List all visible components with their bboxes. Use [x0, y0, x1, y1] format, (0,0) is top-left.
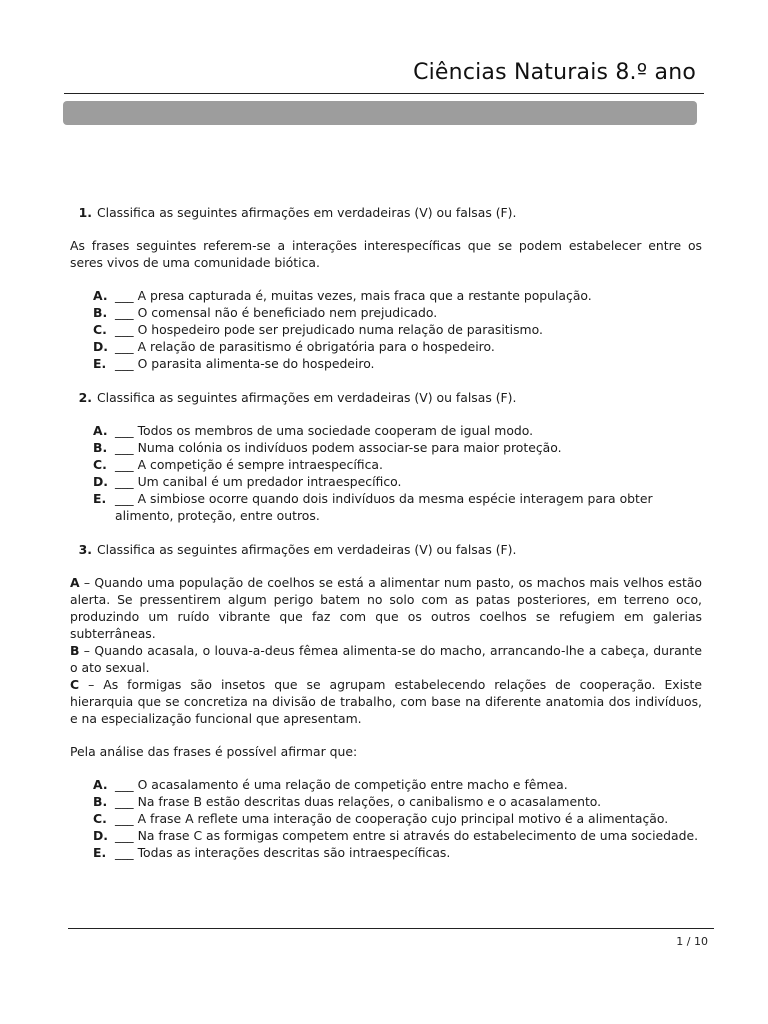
- question-3-lead: Pela análise das frases é possível afirmar que:: [70, 744, 358, 759]
- item-letter: D.: [93, 828, 108, 843]
- item-text: A simbiose ocorre quando dois indivíduos da mesma espécie interagem para obter alimento, proteção, entre outros.: [115, 491, 653, 523]
- question-number: 3.: [78, 542, 92, 557]
- item-letter: B.: [93, 305, 108, 320]
- answer-blank[interactable]: ___: [115, 356, 134, 371]
- passage-label: C: [70, 677, 80, 692]
- item-text: O acasalamento é uma relação de competição entre macho e fêmea.: [137, 777, 568, 792]
- answer-blank[interactable]: ___: [115, 491, 134, 506]
- item-letter: E.: [93, 491, 107, 506]
- item-letter: D.: [93, 474, 108, 489]
- list-item: [93, 473, 702, 490]
- question-3-items: [70, 776, 702, 861]
- list-item: [93, 793, 702, 810]
- item-letter: E.: [93, 356, 107, 371]
- question-prompt: Classifica as seguintes afirmações em verdadeiras (V) ou falsas (F).: [97, 542, 517, 557]
- item-text: Na frase B estão descritas duas relações, o canibalismo e o acasalamento.: [137, 794, 602, 809]
- passage-b: [70, 642, 702, 676]
- question-prompt: Classifica as seguintes afirmações em verdadeiras (V) ou falsas (F).: [97, 205, 517, 220]
- passage-text: – Quando acasala, o louva-a-deus fêmea alimenta-se do macho, arrancando-lhe a cabeça, durante o ato sexual.: [70, 643, 702, 675]
- question-3-passages: [70, 574, 702, 727]
- question-1-intro: As frases seguintes referem-se a interações interespecíficas que se podem estabelecer entre os seres vivos de uma comunidade biótica.: [70, 238, 702, 270]
- item-letter: E.: [93, 845, 107, 860]
- passage-c: [70, 676, 702, 727]
- footer-divider: [68, 928, 714, 929]
- answer-blank[interactable]: ___: [115, 339, 134, 354]
- list-item: [93, 844, 702, 861]
- item-letter: A.: [93, 288, 108, 303]
- answer-blank[interactable]: ___: [115, 457, 134, 472]
- answer-blank[interactable]: ___: [115, 811, 134, 826]
- header-bar: [63, 101, 697, 125]
- answer-blank[interactable]: ___: [115, 828, 134, 843]
- answer-blank[interactable]: ___: [115, 423, 134, 438]
- page-number: 1 / 10: [676, 935, 708, 948]
- item-text: Todas as interações descritas são intraespecíficas.: [137, 845, 451, 860]
- question-2-items: [70, 422, 702, 524]
- item-letter: B.: [93, 440, 108, 455]
- item-text: O comensal não é beneficiado nem prejudicado.: [137, 305, 438, 320]
- question-1-header: [70, 204, 702, 221]
- item-text: A presa capturada é, muitas vezes, mais fraca que a restante população.: [137, 288, 592, 303]
- item-letter: C.: [93, 322, 107, 337]
- list-item: [93, 490, 702, 524]
- document-content: [70, 204, 702, 878]
- answer-blank[interactable]: ___: [115, 777, 134, 792]
- passage-label: B: [70, 643, 80, 658]
- item-letter: B.: [93, 794, 108, 809]
- list-item: [93, 321, 702, 338]
- list-item: [93, 304, 702, 321]
- list-item: [93, 355, 702, 372]
- answer-blank[interactable]: ___: [115, 474, 134, 489]
- item-letter: A.: [93, 423, 108, 438]
- answer-blank[interactable]: ___: [115, 440, 134, 455]
- question-prompt: Classifica as seguintes afirmações em verdadeiras (V) ou falsas (F).: [97, 390, 517, 405]
- item-text: A frase A reflete uma interação de cooperação cujo principal motivo é a alimentação.: [137, 811, 669, 826]
- list-item: [93, 456, 702, 473]
- answer-blank[interactable]: ___: [115, 322, 134, 337]
- item-letter: D.: [93, 339, 108, 354]
- question-number: 2.: [78, 390, 92, 405]
- list-item: [93, 338, 702, 355]
- item-letter: C.: [93, 457, 107, 472]
- question-3-header: [70, 541, 702, 558]
- list-item: [93, 810, 702, 827]
- item-text: O parasita alimenta-se do hospedeiro.: [137, 356, 375, 371]
- document-title: Ciências Naturais 8.º ano: [413, 60, 696, 85]
- answer-blank[interactable]: ___: [115, 794, 134, 809]
- item-letter: C.: [93, 811, 107, 826]
- question-1-items: [70, 287, 702, 372]
- list-item: [93, 827, 702, 844]
- item-text: A relação de parasitismo é obrigatória para o hospedeiro.: [137, 339, 495, 354]
- question-number: 1.: [78, 205, 92, 220]
- item-text: A competição é sempre intraespecífica.: [137, 457, 383, 472]
- passage-text: – As formigas são insetos que se agrupam estabelecendo relações de cooperação. Existe hierarquia que se concretiza na divisão de trabalho, com base na diferente anatomia dos indivíduos, e na especialização funcional que apresentam.: [70, 677, 702, 726]
- list-item: [93, 439, 702, 456]
- item-text: Todos os membros de uma sociedade cooperam de igual modo.: [137, 423, 534, 438]
- list-item: [93, 776, 702, 793]
- passage-label: A: [70, 575, 80, 590]
- list-item: [93, 422, 702, 439]
- item-text: Numa colónia os indivíduos podem associar-se para maior proteção.: [137, 440, 562, 455]
- question-2-header: [70, 389, 702, 406]
- item-text: O hospedeiro pode ser prejudicado numa relação de parasitismo.: [137, 322, 543, 337]
- item-letter: A.: [93, 777, 108, 792]
- item-text: Um canibal é um predador intraespecífico.: [137, 474, 402, 489]
- answer-blank[interactable]: ___: [115, 305, 134, 320]
- passage-text: – Quando uma população de coelhos se está a alimentar num pasto, os machos mais velhos estão alerta. Se pressentirem algum perigo batem no solo com as patas posteriores, em terreno oco, produzindo um ruído vibrante que faz com que os outros coelhos se refugiem em galerias subterrâneas.: [70, 575, 702, 641]
- passage-a: [70, 574, 702, 642]
- title-divider: [64, 93, 704, 94]
- item-text: Na frase C as formigas competem entre si através do estabelecimento de uma sociedade.: [137, 828, 699, 843]
- answer-blank[interactable]: ___: [115, 845, 134, 860]
- answer-blank[interactable]: ___: [115, 288, 134, 303]
- list-item: [93, 287, 702, 304]
